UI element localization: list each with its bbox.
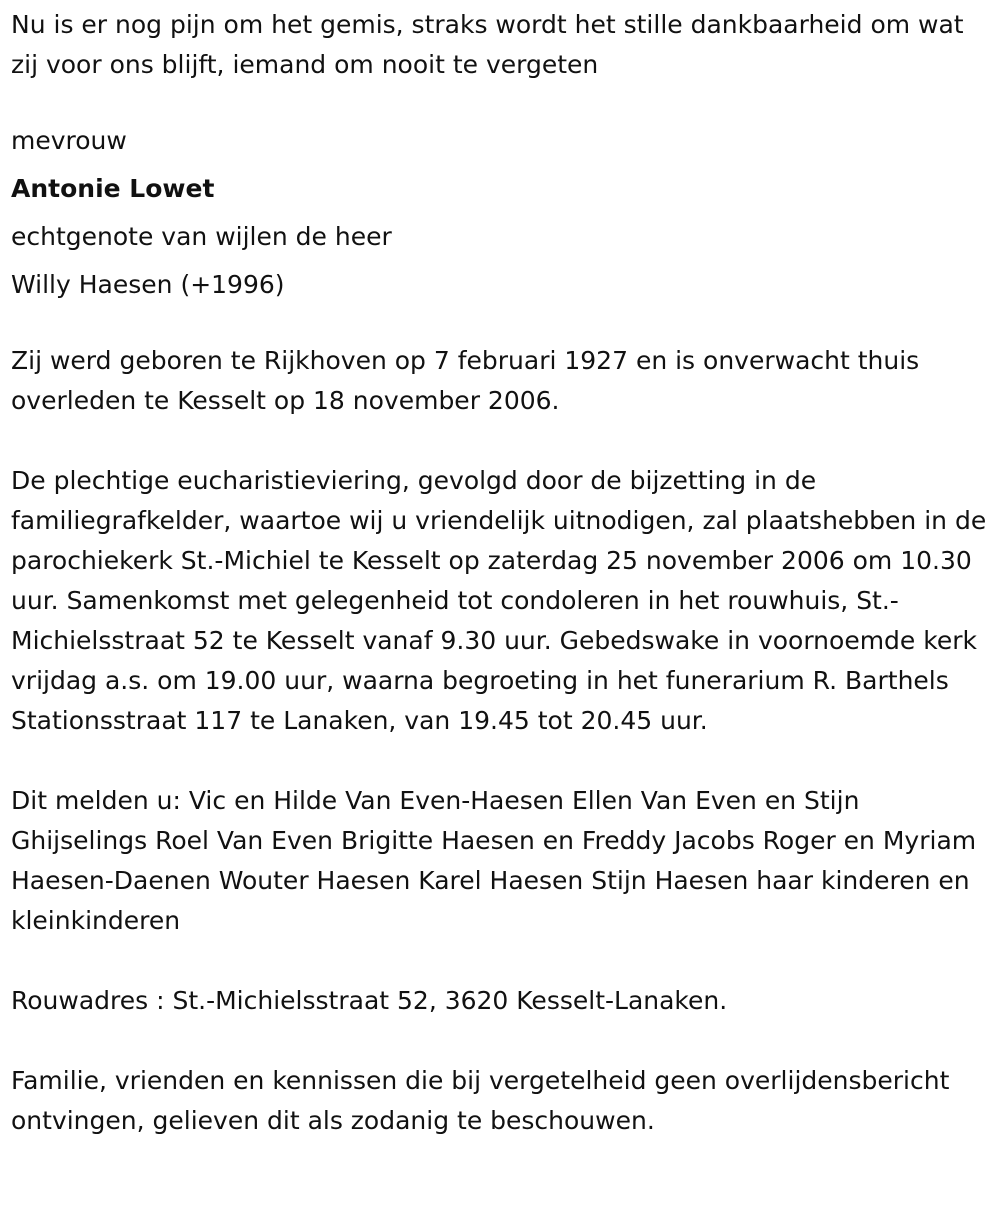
name-block xyxy=(11,117,989,309)
closing-note-paragraph: Familie, vrienden en kennissen die bij vergetelheid geen overlijdensbericht ontvingen, gelieven dit als zodanig te beschouwen. xyxy=(11,1066,950,1135)
birth-death-paragraph: Zij werd geboren te Rijkhoven op 7 februari 1927 en is onverwacht thuis overleden te Kesselt op 18 november 2006. xyxy=(11,346,920,415)
address-paragraph: Rouwadres : St.-Michielsstraat 52, 3620 Kesselt-Lanaken. xyxy=(11,986,728,1015)
announcers-paragraph: Dit melden u: Vic en Hilde Van Even-Haesen Ellen Van Even en Stijn Ghijselings Roel Van Even Brigitte Haesen en Freddy Jacobs Roger en Myriam Haesen-Daenen Wouter Haesen Karel Haesen Stijn Haesen haar kinderen en kleinkinderen xyxy=(11,786,977,935)
deceased-name: Antonie Lowet xyxy=(11,174,215,203)
ceremony-paragraph: De plechtige eucharistieviering, gevolgd door de bijzetting in de familiegrafkelder, waartoe wij u vriendelijk uitnodigen, zal plaatshebben in de parochiekerk St.-Michiel te Kesselt op zaterdag 25 november 2006 om 10.30 uur. Samenkomst met gelegenheid tot condoleren in het rouwhuis, St.-Michielsstraat 52 te Kesselt vanaf 9.30 uur. Gebedswake in voornoemde kerk vrijdag a.s. om 19.00 uur, waarna begroeting in het funerarium R. Barthels Stationsstraat 117 te Lanaken, van 19.45 tot 20.45 uur. xyxy=(11,466,987,735)
salutation: mevrouw xyxy=(11,126,127,155)
spouse-relation: echtgenote van wijlen de heer xyxy=(11,222,392,251)
motto-text: Nu is er nog pijn om het gemis, straks wordt het stille dankbaarheid om wat zij voor ons blijft, iemand om nooit te vergeten xyxy=(11,10,964,79)
spouse-name: Willy Haesen (+1996) xyxy=(11,270,285,299)
